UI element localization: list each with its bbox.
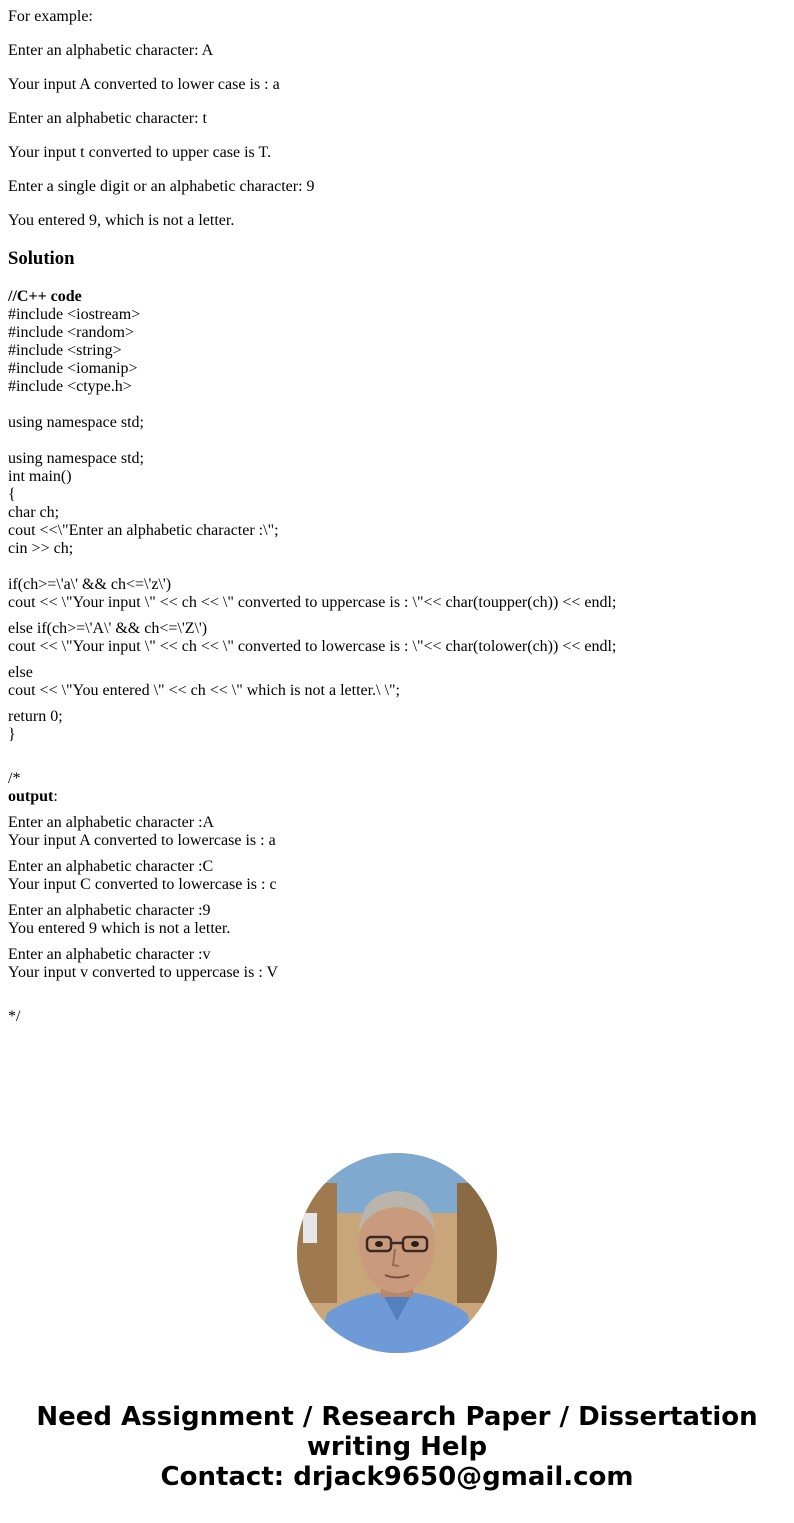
code-line: int main() <box>8 468 72 485</box>
code-title: //C++ code <box>8 288 82 305</box>
example-line: Enter an alphabetic character: t <box>8 110 207 127</box>
example-line: Enter a single digit or an alphabetic character: 9 <box>8 178 315 195</box>
comment-close: */ <box>8 1008 21 1025</box>
solution-heading: Solution <box>8 248 75 269</box>
output-line: Enter an alphabetic character :9 <box>8 902 211 919</box>
output-line: Your input v converted to uppercase is : V <box>8 964 279 981</box>
output-line: Your input C converted to lowercase is : c <box>8 876 277 893</box>
code-line: using namespace std; <box>8 414 144 431</box>
output-heading <box>8 788 786 806</box>
example-line: Your input t converted to upper case is T. <box>8 144 272 161</box>
intro-lead: For example: <box>8 8 93 25</box>
code-line: char ch; <box>8 504 60 521</box>
code-line: { <box>8 486 16 503</box>
code-line: using namespace std; <box>8 450 144 467</box>
code-line: #include <string> <box>8 342 122 359</box>
code-line: #include <ctype.h> <box>8 378 132 395</box>
code-line: } <box>8 726 16 743</box>
author-photo <box>297 1153 497 1353</box>
promo-banner <box>0 1402 794 1492</box>
code-line: cin >> ch; <box>8 540 74 557</box>
output-line: Enter an alphabetic character :v <box>8 946 211 963</box>
output-line: Enter an alphabetic character :C <box>8 858 214 875</box>
promo-line: writing Help <box>306 1432 488 1462</box>
code-line: #include <random> <box>8 324 135 341</box>
code-line: cout << \"You entered \" << ch << \" which is not a letter.\ \"; <box>8 682 400 699</box>
output-label: output <box>8 788 54 805</box>
code-line: else <box>8 664 33 681</box>
code-line: else if(ch>=\'A\' && ch<=\'Z\') <box>8 620 208 637</box>
output-line: Your input A converted to lowercase is : a <box>8 832 276 849</box>
code-line: if(ch>=\'a\' && ch<=\'z\') <box>8 576 172 593</box>
promo-line: Need Assignment / Research Paper / Dissertation <box>36 1402 758 1432</box>
code-line: #include <iostream> <box>8 306 141 323</box>
comment-open: /* <box>8 770 21 787</box>
promo-contact: Contact: drjack9650@gmail.com <box>160 1462 634 1492</box>
code-line: return 0; <box>8 708 63 725</box>
example-line: You entered 9, which is not a letter. <box>8 212 235 229</box>
output-line: Enter an alphabetic character :A <box>8 814 215 831</box>
code-line: cout << \"Your input \" << ch << \" converted to uppercase is : \"<< char(toupper(ch)) << endl; <box>8 594 617 611</box>
code-line: cout << \"Your input \" << ch << \" converted to lowercase is : \"<< char(tolower(ch)) << endl; <box>8 638 617 655</box>
output-colon: : <box>53 788 58 805</box>
document-body <box>8 8 786 1026</box>
portrait-illustration <box>297 1153 497 1353</box>
code-line: #include <iomanip> <box>8 360 138 377</box>
code-line: cout <<\"Enter an alphabetic character :\"; <box>8 522 279 539</box>
output-line: You entered 9 which is not a letter. <box>8 920 231 937</box>
example-line: Enter an alphabetic character: A <box>8 42 214 59</box>
example-line: Your input A converted to lower case is : a <box>8 76 280 93</box>
